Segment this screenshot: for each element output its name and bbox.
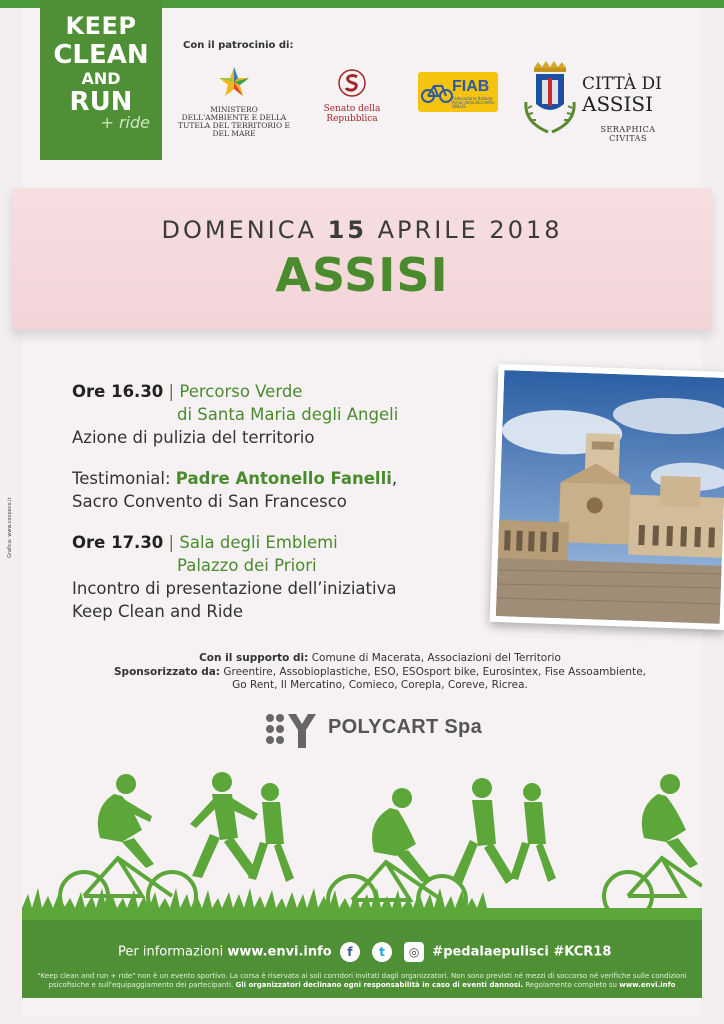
footer <box>22 920 702 998</box>
place-1-line-1: Percorso Verde <box>179 382 303 401</box>
citta-di-assisi-name <box>582 74 662 114</box>
disclaimer <box>34 972 690 990</box>
disclaimer-line-2 <box>34 981 690 990</box>
seraphica-civitas: SERAPHICA CIVITAS <box>600 125 656 143</box>
testimonial-label: Testimonial: <box>72 469 171 488</box>
place-2-line-1: Sala degli Emblemi <box>179 533 338 552</box>
city-title: ASSISI <box>275 248 449 302</box>
fiab-logo <box>418 72 498 112</box>
date-month-year: APRILE 2018 <box>377 216 563 244</box>
disclaimer-2a: psicofisiche e sull'equipaggiamento dei partecipanti. <box>48 981 234 989</box>
logo-line-4: RUN <box>69 87 133 117</box>
testimonial-comma: , <box>391 469 398 488</box>
star-icon <box>218 66 250 98</box>
assisi-crest-icon <box>520 60 580 144</box>
side-credit-text: Grafica: www.coopeco.it <box>7 497 13 558</box>
testimonial-name: Padre Antonello Fanelli <box>175 469 392 488</box>
basilica-illustration <box>496 370 724 624</box>
citta-di-assisi-logo <box>520 60 670 144</box>
separator: | <box>168 533 175 552</box>
disclaimer-2c: Regolamento completo su <box>525 981 617 989</box>
program-item-2 <box>72 531 492 554</box>
info-label: Per informazioni <box>118 944 224 960</box>
place-1-line-2: di Santa Maria degli Angeli <box>177 405 399 424</box>
info-url[interactable]: www.envi.info <box>227 944 332 960</box>
logo-line-2: CLEAN <box>53 40 149 70</box>
patrocinio-label: Con il patrocinio di: <box>183 40 294 51</box>
citta-line-2: ASSISI <box>582 92 653 116</box>
logo-line-1: KEEP <box>65 12 137 40</box>
sponsor-text-1: Greentire, Assobioplastiche, ESO, ESOsport bike, Eurosintex, Fise Assoambiente, <box>223 665 646 678</box>
twitter-icon[interactable]: t <box>372 942 392 962</box>
support-section <box>100 652 660 693</box>
keep-clean-and-run-logo <box>40 0 162 160</box>
fiab-subtitle: Federazione Italiana Amici della Bicicletta ONLUS <box>452 96 494 109</box>
sponsor-line-2: Go Rent, Il Mercatino, Comieco, Corepla, Coreve, Ricrea. <box>232 679 528 691</box>
time-2: Ore 17.30 <box>72 533 164 552</box>
instagram-icon[interactable]: ◎ <box>404 942 424 962</box>
polycart-icon <box>264 710 324 750</box>
basilica-photo <box>490 364 724 630</box>
sponsor-line-1 <box>100 666 660 680</box>
date-day: DOMENICA <box>161 216 317 244</box>
program-item-1 <box>72 380 492 403</box>
hashtags: #pedalaepulisci #KCR18 <box>432 944 612 960</box>
runners-cyclists-silhouettes <box>22 768 702 938</box>
disclaimer-2b: Gli organizzatori declinano ogni responsabilità in caso di eventi dannosi. <box>235 981 524 989</box>
logo-line-3: AND <box>81 69 121 88</box>
desc-1: Azione di pulizia del territorio <box>72 428 315 447</box>
event-program <box>72 380 492 623</box>
info-line <box>118 942 611 962</box>
facebook-icon[interactable]: f <box>340 942 360 962</box>
senato-logo <box>302 68 402 124</box>
disclaimer-line-1: "Keep clean and run + ride" non è un evento sportivo. La corsa è riservata ai soli corridori invitati dagli organizzatori. Non sono previsti né mezzi di soccorso né verifiche sulle condizioni <box>37 972 687 980</box>
citta-line-1: CITTÀ DI <box>582 74 662 94</box>
side-credit <box>3 470 13 560</box>
logo-line-5: + ride <box>100 113 150 132</box>
supporto-text: Comune di Macerata, Associazioni del Territorio <box>311 652 561 664</box>
ministero-name: MINISTERO DELL'AMBIENTE E DELLA TUTELA DEL TERRITORIO E DEL MARE <box>178 105 290 138</box>
ministero-ambiente-logo <box>178 66 290 138</box>
event-date <box>12 216 712 244</box>
date-number: 15 <box>327 216 367 244</box>
sponsor-label: Sponsorizzato da: <box>113 665 220 678</box>
date-banner <box>12 188 712 330</box>
separator: | <box>168 382 175 401</box>
desc-2-line-2: Keep Clean and Ride <box>72 602 244 621</box>
senato-s-icon <box>336 68 368 98</box>
time-1: Ore 16.30 <box>72 382 164 401</box>
fiab-name: FIAB <box>452 78 490 95</box>
polycart-logo <box>264 710 484 754</box>
testimonial-place: Sacro Convento di San Francesco <box>72 492 347 511</box>
place-2-line-2: Palazzo dei Priori <box>177 556 317 575</box>
desc-2-line-1: Incontro di presentazione dell’iniziativa <box>72 579 397 598</box>
testimonial <box>72 467 492 490</box>
supporto-label: Con il supporto di: <box>199 652 309 664</box>
polycart-name: POLYCART Spa <box>328 716 483 738</box>
senato-name: Senato della Repubblica <box>323 104 381 124</box>
disclaimer-url[interactable]: www.envi.info <box>619 981 676 989</box>
bicycle-icon <box>420 80 454 104</box>
supporto-line <box>100 652 660 666</box>
